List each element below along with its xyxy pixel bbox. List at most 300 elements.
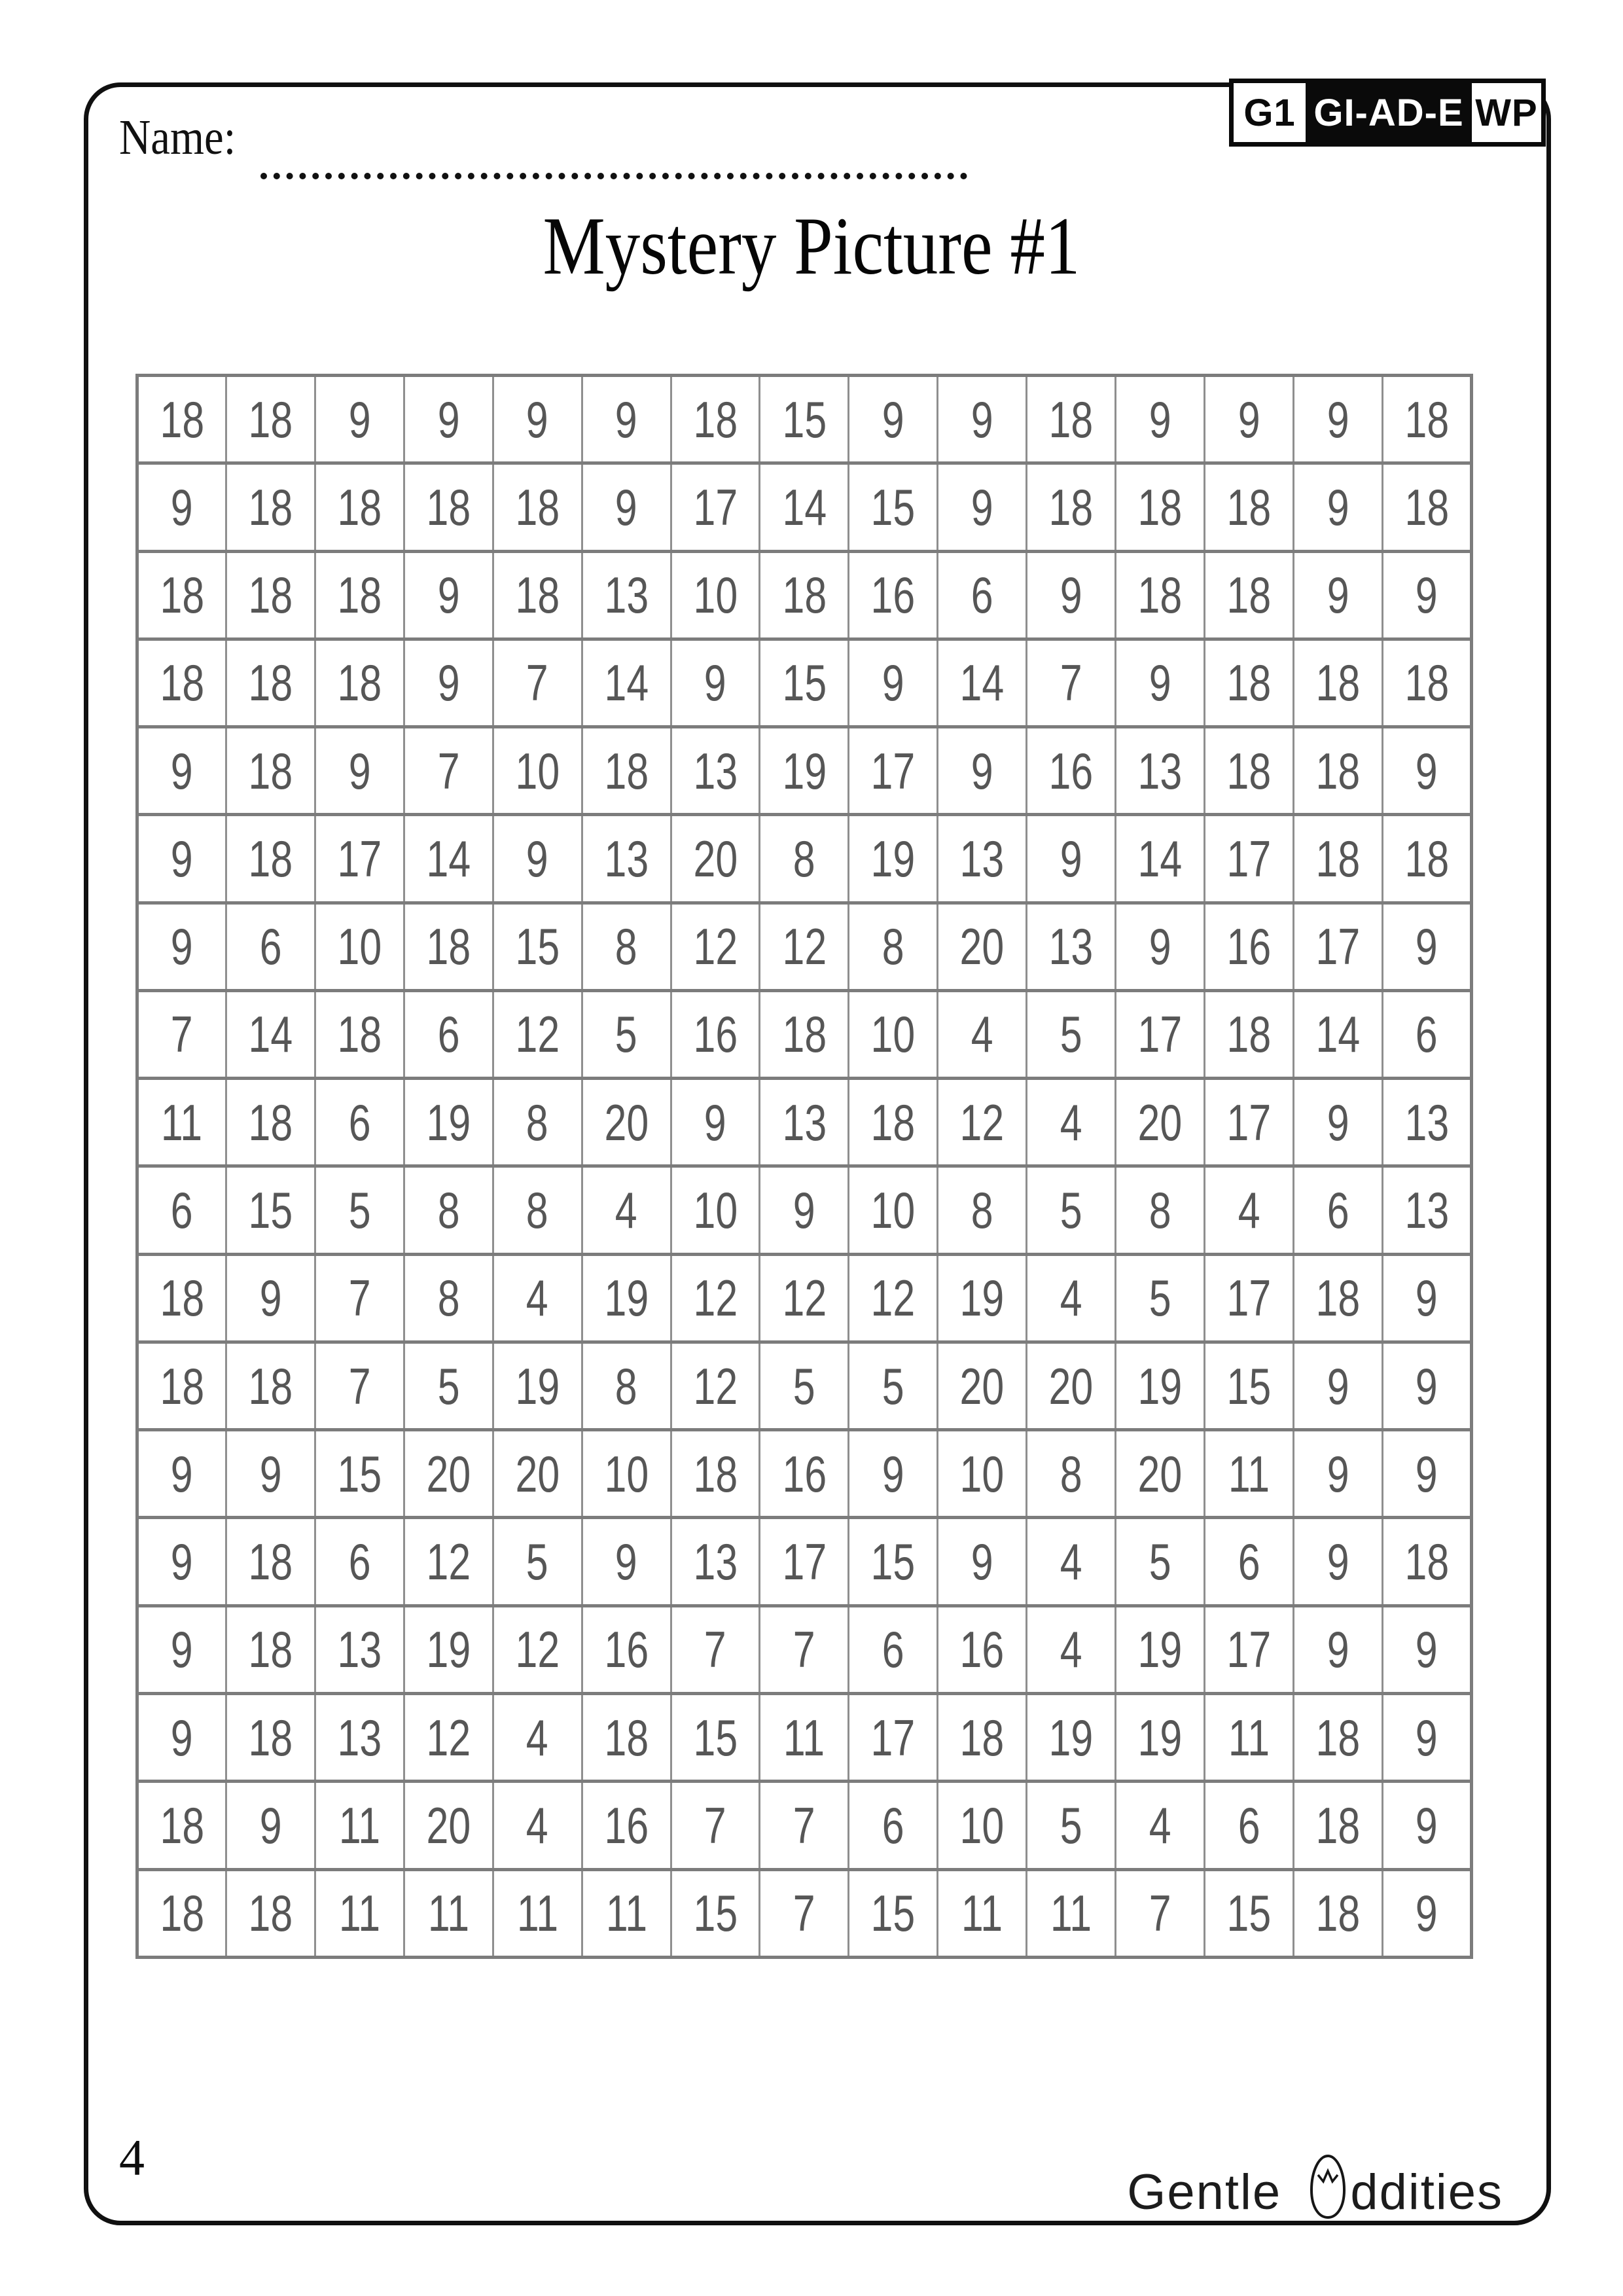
egg-crack-icon — [1307, 2153, 1349, 2220]
grid-cell-number: 7 — [171, 1005, 193, 1064]
grid-cell — [1293, 1166, 1382, 1254]
grid-cell-number: 18 — [160, 566, 204, 624]
grid-cell — [1293, 376, 1382, 463]
grid-cell — [1205, 1782, 1294, 1869]
grid-cell-number: 10 — [870, 1181, 916, 1240]
grid-cell-number: 18 — [248, 1357, 293, 1415]
grid-cell — [1205, 990, 1294, 1078]
grid-cell-number: 19 — [1137, 1708, 1183, 1767]
grid-cell — [1027, 1430, 1116, 1518]
grid-cell — [1293, 1605, 1382, 1693]
grid-cell — [1293, 815, 1382, 903]
grid-cell — [671, 463, 760, 551]
grid-cell-number: 12 — [782, 1269, 827, 1327]
grid-cell-number: 12 — [870, 1269, 916, 1327]
grid-cell — [1116, 1518, 1205, 1605]
grid-cell-number: 18 — [248, 1533, 293, 1591]
grid-cell-number: 9 — [171, 1533, 193, 1591]
grid-cell-number: 9 — [171, 478, 193, 536]
grid-cell-number: 9 — [1238, 390, 1260, 448]
grid-cell-number: 9 — [1416, 1444, 1438, 1503]
grid-cell-number: 17 — [870, 742, 916, 800]
grid-cell-number: 14 — [1137, 829, 1183, 888]
grid-cell — [1293, 1079, 1382, 1166]
grid-cell-number: 18 — [782, 566, 827, 624]
grid-cell — [404, 1079, 493, 1166]
grid-row — [137, 1518, 1472, 1605]
grid-cell — [760, 1782, 849, 1869]
grid-cell — [137, 1518, 226, 1605]
grid-cell — [938, 903, 1027, 990]
grid-cell-number: 19 — [870, 829, 916, 888]
grid-cell — [760, 376, 849, 463]
grid-cell — [1116, 551, 1205, 639]
grid-cell — [493, 1693, 582, 1781]
grid-cell-number: 13 — [604, 566, 649, 624]
grid-cell — [1205, 1430, 1294, 1518]
grid-cell-number: 13 — [1404, 1093, 1449, 1151]
grid-cell — [1382, 990, 1471, 1078]
grid-cell — [582, 1869, 671, 1957]
grid-cell — [671, 990, 760, 1078]
grid-cell — [582, 1518, 671, 1605]
grid-cell-number: 7 — [348, 1357, 371, 1415]
grid-cell — [938, 1605, 1027, 1693]
grid-cell — [1116, 1079, 1205, 1166]
grid-cell-number: 6 — [1327, 1181, 1349, 1240]
grid-cell — [1205, 1605, 1294, 1693]
grid-cell — [315, 639, 404, 726]
grid-cell-number: 11 — [783, 1708, 825, 1767]
grid-cell-number: 9 — [171, 1708, 193, 1767]
grid-cell-number: 9 — [1149, 918, 1171, 976]
grid-row — [137, 727, 1472, 815]
grid-cell — [760, 551, 849, 639]
number-grid-body — [137, 376, 1472, 1958]
grid-cell — [671, 376, 760, 463]
grid-cell-number: 4 — [526, 1269, 549, 1327]
grid-cell — [315, 990, 404, 1078]
grid-cell-number: 18 — [604, 1708, 649, 1767]
grid-cell-number: 5 — [1149, 1269, 1171, 1327]
grid-cell — [1027, 727, 1116, 815]
grid-cell — [760, 463, 849, 551]
brand-logo — [1127, 2153, 1503, 2223]
grid-cell — [1027, 903, 1116, 990]
grid-cell — [226, 1430, 315, 1518]
grid-cell — [404, 903, 493, 990]
grid-cell — [315, 727, 404, 815]
grid-cell-number: 11 — [1050, 1884, 1092, 1943]
grid-cell — [1293, 1254, 1382, 1342]
grid-cell — [315, 376, 404, 463]
grid-cell — [849, 1605, 938, 1693]
grid-cell — [137, 1342, 226, 1429]
grid-cell-number: 18 — [248, 566, 293, 624]
grid-cell — [582, 639, 671, 726]
grid-cell — [1382, 903, 1471, 990]
grid-cell-number: 5 — [882, 1357, 904, 1415]
grid-cell-number: 16 — [1226, 918, 1272, 976]
grid-cell-number: 13 — [959, 829, 1005, 888]
grid-cell — [849, 1254, 938, 1342]
grid-cell-number: 9 — [1060, 829, 1082, 888]
grid-cell-number: 9 — [1416, 742, 1438, 800]
grid-cell-number: 18 — [426, 478, 471, 536]
grid-cell — [938, 376, 1027, 463]
grid-cell — [849, 1079, 938, 1166]
grid-cell-number: 9 — [1327, 566, 1349, 624]
grid-cell-number: 9 — [793, 1181, 815, 1240]
grid-cell-number: 11 — [1228, 1708, 1270, 1767]
grid-cell-number: 18 — [160, 1884, 204, 1943]
grid-cell-number: 14 — [782, 478, 827, 536]
grid-cell — [849, 1342, 938, 1429]
grid-cell — [1293, 463, 1382, 551]
grid-cell — [582, 1166, 671, 1254]
grid-cell — [226, 1869, 315, 1957]
grid-cell — [315, 1518, 404, 1605]
grid-cell-number: 9 — [171, 742, 193, 800]
grid-row — [137, 1693, 1472, 1781]
grid-cell-number: 18 — [1404, 478, 1449, 536]
grid-cell-number: 17 — [693, 478, 738, 536]
grid-cell-number: 18 — [248, 742, 293, 800]
grid-cell-number: 17 — [1137, 1005, 1183, 1064]
grid-cell — [1116, 727, 1205, 815]
grid-cell — [1382, 463, 1471, 551]
grid-cell-number: 20 — [515, 1444, 560, 1503]
grid-cell-number: 18 — [870, 1093, 916, 1151]
grid-cell — [226, 727, 315, 815]
grid-cell-number: 10 — [959, 1444, 1005, 1503]
grid-cell — [1116, 1693, 1205, 1781]
grid-cell — [1293, 727, 1382, 815]
grid-cell-number: 8 — [437, 1269, 460, 1327]
grid-cell — [137, 1605, 226, 1693]
grid-cell-number: 7 — [1060, 654, 1082, 712]
grid-cell-number: 14 — [426, 829, 471, 888]
grid-row — [137, 463, 1472, 551]
grid-cell-number: 20 — [959, 1357, 1005, 1415]
grid-cell-number: 18 — [1315, 1884, 1361, 1943]
grid-cell-number: 15 — [870, 1533, 916, 1591]
grid-cell-number: 9 — [1416, 566, 1438, 624]
grid-cell-number: 18 — [1404, 1533, 1449, 1591]
grid-cell-number: 7 — [793, 1621, 815, 1679]
grid-cell-number: 5 — [526, 1533, 549, 1591]
grid-cell — [760, 1693, 849, 1781]
grid-cell-number: 9 — [437, 654, 460, 712]
grid-cell — [493, 463, 582, 551]
grid-cell-number: 11 — [961, 1884, 1003, 1943]
grid-cell-number: 9 — [615, 390, 637, 448]
grid-cell — [493, 1166, 582, 1254]
grid-cell — [938, 463, 1027, 551]
grid-cell — [226, 1254, 315, 1342]
grid-cell — [404, 1166, 493, 1254]
grid-cell — [226, 1342, 315, 1429]
grid-cell — [226, 1693, 315, 1781]
grid-cell — [137, 1166, 226, 1254]
grid-cell — [1116, 376, 1205, 463]
grid-cell-number: 18 — [604, 742, 649, 800]
grid-cell-number: 8 — [882, 918, 904, 976]
grid-cell-number: 14 — [1315, 1005, 1361, 1064]
grid-cell — [1205, 463, 1294, 551]
grid-cell-number: 15 — [337, 1444, 382, 1503]
grid-cell-number: 19 — [782, 742, 827, 800]
grid-cell — [1205, 551, 1294, 639]
grid-cell-number: 9 — [1327, 1444, 1349, 1503]
grid-cell-number: 18 — [248, 1708, 293, 1767]
grid-cell — [938, 639, 1027, 726]
grid-cell — [315, 1254, 404, 1342]
grid-cell — [1027, 1518, 1116, 1605]
grid-cell — [1205, 639, 1294, 726]
grid-cell-number: 6 — [1416, 1005, 1438, 1064]
grid-cell — [938, 815, 1027, 903]
grid-cell-number: 12 — [693, 918, 738, 976]
grid-cell — [404, 1430, 493, 1518]
grid-cell — [1205, 1518, 1294, 1605]
grid-cell — [404, 639, 493, 726]
grid-cell — [404, 376, 493, 463]
name-fill-in-line[interactable] — [260, 164, 967, 179]
grid-cell — [1116, 1782, 1205, 1869]
grid-cell-number: 18 — [160, 1796, 204, 1854]
grid-cell-number: 7 — [1149, 1884, 1171, 1943]
grid-cell — [938, 1430, 1027, 1518]
grid-cell-number: 12 — [515, 1005, 560, 1064]
grid-cell-number: 19 — [959, 1269, 1005, 1327]
grid-cell — [137, 727, 226, 815]
grid-cell — [582, 1430, 671, 1518]
grid-cell — [1027, 463, 1116, 551]
grid-cell — [1205, 376, 1294, 463]
grid-cell-number: 18 — [1404, 829, 1449, 888]
grid-cell — [1116, 990, 1205, 1078]
grid-cell-number: 18 — [1315, 1708, 1361, 1767]
grid-cell — [137, 903, 226, 990]
grid-cell — [849, 1693, 938, 1781]
grid-cell-number: 10 — [693, 1181, 738, 1240]
grid-cell-number: 4 — [1238, 1181, 1260, 1240]
grid-cell-number: 15 — [693, 1708, 738, 1767]
grid-cell — [1027, 376, 1116, 463]
grid-cell-number: 6 — [971, 566, 993, 624]
grid-cell-number: 17 — [870, 1708, 916, 1767]
grid-cell — [226, 815, 315, 903]
grid-cell-number: 7 — [793, 1884, 815, 1943]
grid-cell — [1027, 1166, 1116, 1254]
grid-cell — [137, 1693, 226, 1781]
grid-cell-number: 4 — [1060, 1269, 1082, 1327]
grid-cell-number: 9 — [1327, 1533, 1349, 1591]
grid-cell — [404, 1605, 493, 1693]
grid-row — [137, 1079, 1472, 1166]
grid-cell — [849, 903, 938, 990]
grid-cell — [1116, 463, 1205, 551]
grid-cell — [1205, 1693, 1294, 1781]
grid-cell — [1293, 1430, 1382, 1518]
grid-cell-number: 8 — [615, 1357, 637, 1415]
grid-cell-number: 6 — [1238, 1533, 1260, 1591]
grid-cell-number: 9 — [1416, 1796, 1438, 1854]
grid-cell-number: 9 — [171, 918, 193, 976]
grid-cell-number: 9 — [882, 390, 904, 448]
grid-row — [137, 1254, 1472, 1342]
grid-cell-number: 13 — [1048, 918, 1094, 976]
grid-cell — [1382, 639, 1471, 726]
grid-cell — [137, 376, 226, 463]
grid-cell-number: 4 — [1060, 1533, 1082, 1591]
grid-cell — [1293, 1869, 1382, 1957]
grid-cell — [404, 1254, 493, 1342]
grid-cell — [404, 1782, 493, 1869]
grid-cell-number: 18 — [248, 654, 293, 712]
grid-cell-number: 12 — [426, 1708, 471, 1767]
grid-cell — [849, 551, 938, 639]
grid-cell-number: 18 — [248, 390, 293, 448]
grid-cell — [582, 1342, 671, 1429]
grid-cell-number: 9 — [971, 742, 993, 800]
grid-cell-number: 16 — [959, 1621, 1005, 1679]
grid-cell-number: 18 — [248, 1093, 293, 1151]
grid-cell — [137, 1869, 226, 1957]
grid-cell-number: 8 — [1149, 1181, 1171, 1240]
grid-cell-number: 5 — [1060, 1796, 1082, 1854]
grid-cell-number: 19 — [1137, 1621, 1183, 1679]
grid-cell — [1116, 1342, 1205, 1429]
grid-cell-number: 9 — [171, 1621, 193, 1679]
grid-cell — [315, 551, 404, 639]
grid-cell-number: 19 — [1048, 1708, 1094, 1767]
grid-cell-number: 12 — [426, 1533, 471, 1591]
grid-cell — [493, 727, 582, 815]
grid-cell-number: 13 — [1137, 742, 1183, 800]
grid-cell — [1293, 551, 1382, 639]
grid-row — [137, 639, 1472, 726]
grid-cell-number: 15 — [870, 478, 916, 536]
grid-cell — [226, 463, 315, 551]
grid-cell-number: 18 — [1315, 742, 1361, 800]
grid-cell-number: 6 — [259, 918, 282, 976]
grid-cell-number: 15 — [248, 1181, 293, 1240]
grid-cell-number: 18 — [426, 918, 471, 976]
grid-cell-number: 17 — [1226, 1269, 1272, 1327]
grid-cell — [1116, 1430, 1205, 1518]
grid-cell — [760, 815, 849, 903]
grid-cell-number: 9 — [1416, 1621, 1438, 1679]
grid-cell — [493, 1518, 582, 1605]
grid-cell-number: 13 — [337, 1621, 382, 1679]
grid-cell-number: 9 — [171, 829, 193, 888]
grid-cell — [1027, 1605, 1116, 1693]
grid-cell — [404, 551, 493, 639]
grid-cell-number: 17 — [1226, 1621, 1272, 1679]
grid-cell — [760, 1079, 849, 1166]
grid-cell-number: 20 — [426, 1796, 471, 1854]
grid-cell-number: 4 — [615, 1181, 637, 1240]
grid-cell — [582, 376, 671, 463]
grid-cell-number: 9 — [348, 742, 371, 800]
grid-cell — [404, 1518, 493, 1605]
grid-cell-number: 8 — [615, 918, 637, 976]
grid-cell-number: 18 — [515, 478, 560, 536]
grid-cell — [226, 551, 315, 639]
grid-cell-number: 13 — [782, 1093, 827, 1151]
grid-cell — [671, 727, 760, 815]
grid-cell-number: 18 — [1315, 1269, 1361, 1327]
grid-cell-number: 16 — [870, 566, 916, 624]
grid-cell — [760, 1605, 849, 1693]
grid-cell-number: 9 — [348, 390, 371, 448]
grid-cell-number: 9 — [1327, 478, 1349, 536]
grid-cell — [1293, 639, 1382, 726]
grid-cell — [1027, 1079, 1116, 1166]
grid-cell — [1027, 990, 1116, 1078]
grid-cell-number: 18 — [693, 1444, 738, 1503]
grid-cell — [1116, 639, 1205, 726]
grid-cell-number: 18 — [248, 829, 293, 888]
grid-cell-number: 4 — [526, 1796, 549, 1854]
grid-cell — [760, 903, 849, 990]
grid-cell-number: 15 — [782, 390, 827, 448]
grid-cell-number: 16 — [693, 1005, 738, 1064]
grid-cell — [315, 1079, 404, 1166]
grid-cell — [671, 1518, 760, 1605]
grid-cell-number: 14 — [248, 1005, 293, 1064]
number-grid — [135, 374, 1473, 1959]
grid-cell — [671, 639, 760, 726]
grid-cell — [226, 1605, 315, 1693]
grid-cell-number: 5 — [615, 1005, 637, 1064]
grid-row — [137, 990, 1472, 1078]
grid-cell — [137, 1079, 226, 1166]
grid-cell-number: 6 — [348, 1533, 371, 1591]
grid-cell — [1205, 727, 1294, 815]
grid-cell-number: 9 — [259, 1269, 282, 1327]
grid-cell — [493, 376, 582, 463]
grid-cell-number: 18 — [1048, 390, 1094, 448]
grid-cell-number: 17 — [337, 829, 382, 888]
grid-cell — [938, 1254, 1027, 1342]
grid-cell-number: 18 — [337, 1005, 382, 1064]
grid-cell-number: 18 — [248, 478, 293, 536]
grid-cell — [1382, 376, 1471, 463]
grid-cell — [493, 815, 582, 903]
grid-cell-number: 17 — [782, 1533, 827, 1591]
grid-cell-number: 9 — [1416, 918, 1438, 976]
grid-cell-number: 9 — [971, 390, 993, 448]
grid-cell-number: 9 — [259, 1796, 282, 1854]
grid-cell — [582, 815, 671, 903]
grid-cell-number: 13 — [693, 1533, 738, 1591]
grid-cell — [671, 1782, 760, 1869]
grid-cell — [582, 727, 671, 815]
grid-cell — [404, 1693, 493, 1781]
grid-cell-number: 20 — [693, 829, 738, 888]
grid-cell-number: 19 — [1137, 1357, 1183, 1415]
grid-cell — [315, 815, 404, 903]
grid-cell-number: 9 — [704, 1093, 726, 1151]
grid-cell — [582, 1254, 671, 1342]
grid-cell-number: 18 — [1315, 1796, 1361, 1854]
grid-cell-number: 10 — [337, 918, 382, 976]
grid-cell — [1382, 1518, 1471, 1605]
grid-cell — [1205, 1079, 1294, 1166]
